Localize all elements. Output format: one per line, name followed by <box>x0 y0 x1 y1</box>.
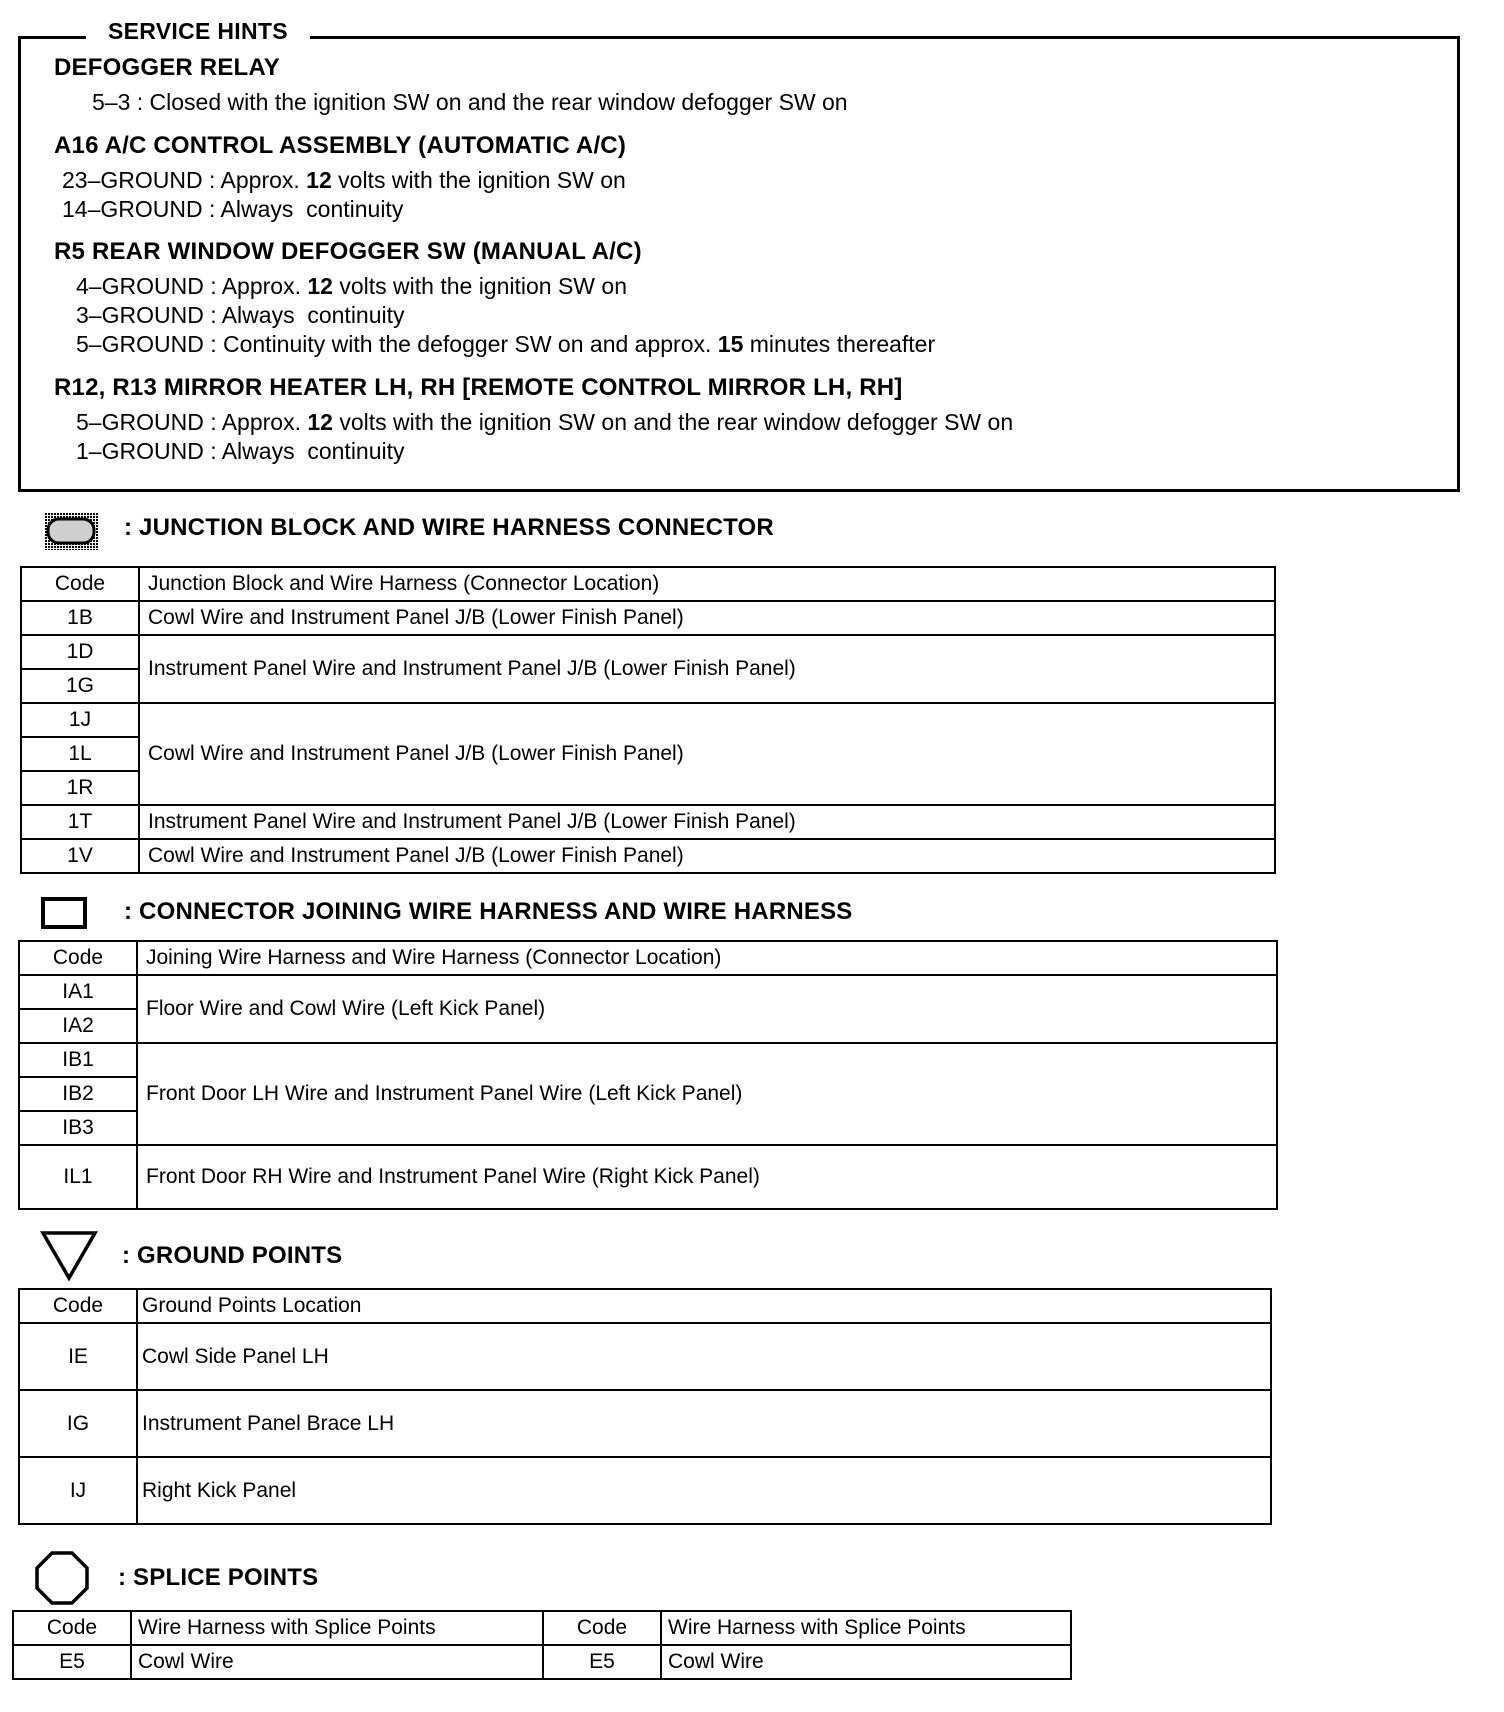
table-header-row <box>19 941 1277 975</box>
hint-text: Approx. <box>221 273 308 299</box>
splice-table <box>12 1610 1072 1680</box>
row-code: 1L <box>21 737 139 771</box>
table-row <box>19 1390 1271 1457</box>
hint-group-a16 <box>54 132 626 224</box>
hint-line: 4–GROUND : Approx. 12 volts with the ignition SW on <box>76 273 627 299</box>
table-row <box>19 1457 1271 1524</box>
hint-pin: 14–GROUND <box>62 196 203 222</box>
hint-text: volts with the ignition SW on and the rear window defogger SW on <box>332 409 1014 435</box>
hint-title: A16 A/C CONTROL ASSEMBLY (AUTOMATIC A/C) <box>54 132 627 159</box>
row-code: IE <box>19 1323 137 1390</box>
connector-table <box>18 940 1278 1210</box>
row-code: IJ <box>19 1457 137 1524</box>
row-code: 1G <box>21 669 139 703</box>
row-code: 1R <box>21 771 139 805</box>
hint-text: volts with the ignition SW on <box>332 273 627 299</box>
hint-pin: 4–GROUND <box>76 273 204 299</box>
hint-number: 12 <box>307 409 333 435</box>
hint-text: volts with the ignition SW on <box>331 167 626 193</box>
table-row <box>21 703 1275 737</box>
hint-title: R5 REAR WINDOW DEFOGGER SW (MANUAL A/C) <box>54 238 642 265</box>
header-code: Code <box>19 1289 137 1323</box>
hint-line: 5–GROUND : Approx. 12 volts with the ignition SW on and the rear window defogger SW on <box>76 409 1014 435</box>
junction-block-icon <box>42 510 100 552</box>
row-desc: Cowl Wire and Instrument Panel J/B (Lower Finish Panel) <box>139 601 1275 635</box>
table-header-row <box>13 1611 1071 1645</box>
table-row <box>13 1645 1071 1679</box>
connector-icon <box>40 896 90 932</box>
row-desc: Front Door LH Wire and Instrument Panel Wire (Left Kick Panel) <box>137 1043 1277 1145</box>
table-row <box>19 975 1277 1009</box>
header-code: Code <box>543 1611 661 1645</box>
hint-pin: 3–GROUND <box>76 302 204 328</box>
row-code: 1J <box>21 703 139 737</box>
hint-group-r5 <box>54 238 935 359</box>
hint-text: Always continuity <box>220 196 404 222</box>
hint-line: 3–GROUND : Always continuity <box>76 302 405 328</box>
header-desc: Ground Points Location <box>137 1289 1271 1323</box>
splice-point-icon <box>34 1550 90 1606</box>
header-desc: Junction Block and Wire Harness (Connector Location) <box>139 567 1275 601</box>
hint-text: Always continuity <box>221 438 405 464</box>
connector-heading: : CONNECTOR JOINING WIRE HARNESS AND WIRE HARNESS <box>124 898 853 925</box>
row-code: IA1 <box>19 975 137 1009</box>
table-header-row <box>21 567 1275 601</box>
row-code: E5 <box>543 1645 661 1679</box>
row-desc: Cowl Wire <box>661 1645 1071 1679</box>
splice-heading: : SPLICE POINTS <box>118 1564 319 1591</box>
table-row <box>19 1043 1277 1077</box>
row-code: IL1 <box>19 1145 137 1209</box>
hint-line: 23–GROUND : Approx. 12 volts with the ignition SW on <box>62 167 626 193</box>
hint-pin: 5–GROUND <box>76 331 204 357</box>
hint-pin: 5–GROUND <box>76 409 204 435</box>
hint-number: 15 <box>717 331 744 357</box>
hint-number: 12 <box>306 167 332 193</box>
row-desc: Front Door RH Wire and Instrument Panel Wire (Right Kick Panel) <box>137 1145 1277 1209</box>
row-code: E5 <box>13 1645 131 1679</box>
row-desc: Instrument Panel Wire and Instrument Panel J/B (Lower Finish Panel) <box>139 635 1275 703</box>
hint-number: 12 <box>307 273 333 299</box>
service-hints-title: SERVICE HINTS <box>86 18 310 45</box>
row-code: 1T <box>21 805 139 839</box>
row-code: IG <box>19 1390 137 1457</box>
junction-heading: : JUNCTION BLOCK AND WIRE HARNESS CONNECTOR <box>124 514 774 541</box>
row-desc: Cowl Wire and Instrument Panel J/B (Lower Finish Panel) <box>139 839 1275 873</box>
table-row <box>19 1145 1277 1209</box>
header-desc: Wire Harness with Splice Points <box>661 1611 1071 1645</box>
row-desc: Cowl Wire and Instrument Panel J/B (Lower Finish Panel) <box>139 703 1275 805</box>
row-desc: Instrument Panel Brace LH <box>137 1390 1271 1457</box>
hint-text: minutes thereafter <box>743 331 936 357</box>
hint-text: Approx. <box>221 409 308 435</box>
hint-pin: 23–GROUND <box>62 167 203 193</box>
table-row <box>21 805 1275 839</box>
hint-line: 5–GROUND : Continuity with the defogger SW on and approx. 15 minutes thereafter <box>76 331 936 357</box>
header-code: Code <box>13 1611 131 1645</box>
row-code: 1B <box>21 601 139 635</box>
hint-text: Continuity with the defogger SW on and approx. <box>222 331 718 357</box>
row-code: 1V <box>21 839 139 873</box>
hint-line: 14–GROUND : Always continuity <box>62 196 404 222</box>
table-row <box>21 635 1275 669</box>
hint-line: 1–GROUND : Always continuity <box>76 438 405 464</box>
row-desc: Right Kick Panel <box>137 1457 1271 1524</box>
hint-title: DEFOGGER RELAY <box>54 54 280 81</box>
header-desc: Wire Harness with Splice Points <box>131 1611 543 1645</box>
row-code: IB2 <box>19 1077 137 1111</box>
ground-table <box>18 1288 1272 1525</box>
hint-title: R12, R13 MIRROR HEATER LH, RH [REMOTE CONTROL MIRROR LH, RH] <box>54 374 903 401</box>
hint-group-r12-r13 <box>54 374 1013 466</box>
row-desc: Instrument Panel Wire and Instrument Panel J/B (Lower Finish Panel) <box>139 805 1275 839</box>
hint-text: Approx. <box>220 167 307 193</box>
table-header-row <box>19 1289 1271 1323</box>
row-code: IB3 <box>19 1111 137 1145</box>
header-code: Code <box>21 567 139 601</box>
table-row <box>19 1323 1271 1390</box>
table-row <box>21 601 1275 635</box>
row-desc: Cowl Side Panel LH <box>137 1323 1271 1390</box>
row-desc: Floor Wire and Cowl Wire (Left Kick Panel) <box>137 975 1277 1043</box>
ground-heading: : GROUND POINTS <box>122 1242 343 1269</box>
table-row <box>21 839 1275 873</box>
hint-group-defogger-relay <box>54 54 848 117</box>
row-desc: Cowl Wire <box>131 1645 543 1679</box>
row-code: 1D <box>21 635 139 669</box>
row-code: IA2 <box>19 1009 137 1043</box>
junction-table <box>20 566 1276 874</box>
hint-line: 5–3 : Closed with the ignition SW on and the rear window defogger SW on <box>92 89 848 115</box>
header-desc: Joining Wire Harness and Wire Harness (Connector Location) <box>137 941 1277 975</box>
ground-point-icon <box>40 1230 98 1282</box>
header-code: Code <box>19 941 137 975</box>
hint-text: Always continuity <box>221 302 405 328</box>
row-code: IB1 <box>19 1043 137 1077</box>
hint-pin: 1–GROUND <box>76 438 204 464</box>
